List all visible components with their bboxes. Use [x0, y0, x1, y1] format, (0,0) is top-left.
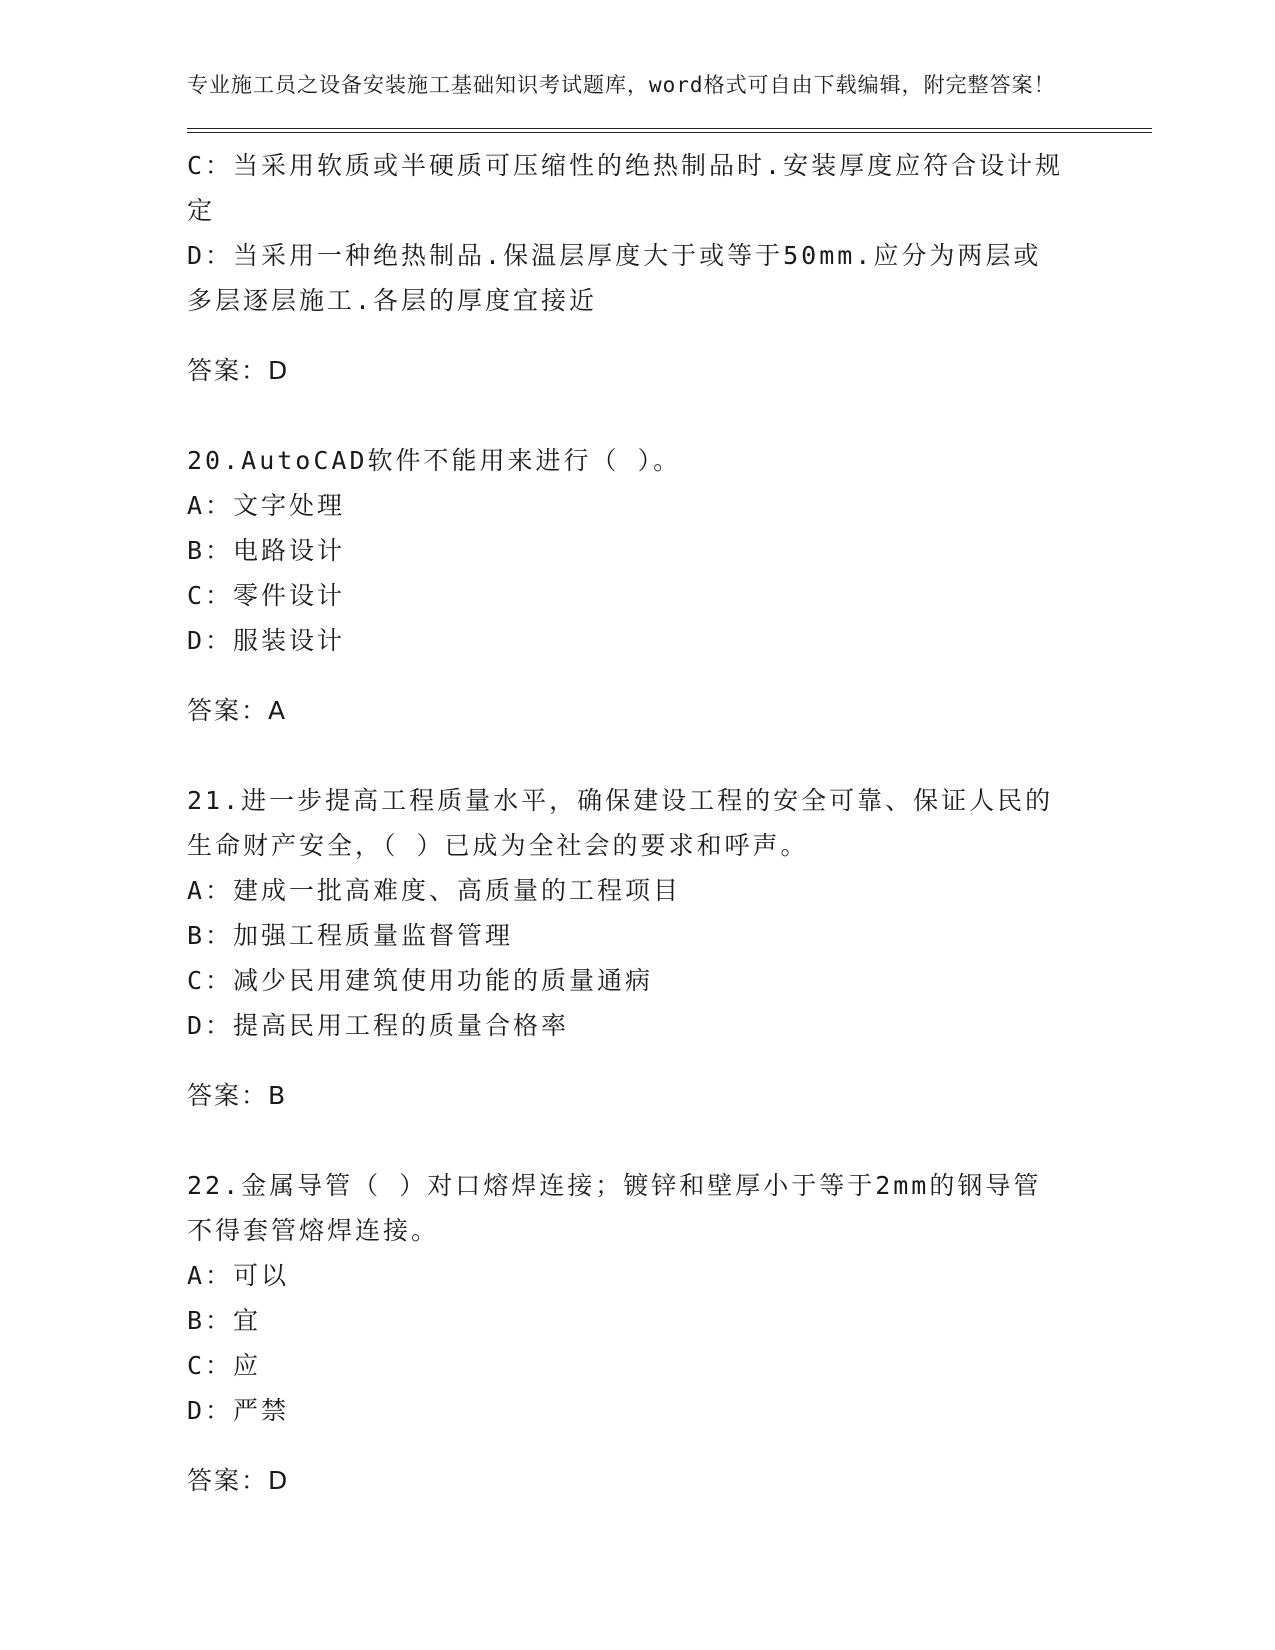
- option-c: C：减少民用建筑使用功能的质量通病: [187, 966, 654, 995]
- document-page: [187, 70, 1152, 1528]
- option-a: A：文字处理: [187, 491, 346, 520]
- question-content: [187, 143, 1067, 1503]
- answer-line: 答案：D: [187, 1466, 290, 1495]
- option-d: D：严禁: [187, 1396, 290, 1425]
- option-b: B：加强工程质量监督管理: [187, 921, 514, 950]
- option-b: B：宜: [187, 1306, 262, 1335]
- option-d: D：提高民用工程的质量合格率: [187, 1011, 570, 1040]
- option-b: B：电路设计: [187, 536, 346, 565]
- answer-line: 答案：A: [187, 696, 288, 725]
- answer-line: 答案：D: [187, 356, 290, 385]
- question-20: [187, 438, 1067, 733]
- question-22: [187, 1163, 1067, 1503]
- question-stem: 22.金属导管（ ）对口熔焊连接；镀锌和壁厚小于等于2mm的钢导管不得套管熔焊连接。: [187, 1171, 1042, 1245]
- header-divider: [187, 128, 1152, 133]
- option-d: D：当采用一种绝热制品.保温层厚度大于或等于50mm.应分为两层或多层逐层施工.各层的厚度宜接近: [187, 241, 1042, 315]
- question-stem: 20.AutoCAD软件不能用来进行（ ）。: [187, 446, 682, 475]
- option-d: D：服装设计: [187, 626, 346, 655]
- option-c: C：应: [187, 1351, 262, 1380]
- answer-line: 答案：B: [187, 1081, 288, 1110]
- option-c: C：零件设计: [187, 581, 346, 610]
- option-a: A：可以: [187, 1261, 290, 1290]
- question-19-continuation: [187, 143, 1067, 393]
- question-21: [187, 778, 1067, 1118]
- option-a: A：建成一批高难度、高质量的工程项目: [187, 876, 682, 905]
- option-c: C：当采用软质或半硬质可压缩性的绝热制品时.安装厚度应符合设计规定: [187, 151, 1064, 225]
- document-header: 专业施工员之设备安装施工基础知识考试题库，word格式可自由下载编辑，附完整答案！: [187, 73, 1056, 97]
- question-stem: 21.进一步提高工程质量水平，确保建设工程的安全可靠、保证人民的生命财产安全，（ ）已成为全社会的要求和呼声。: [187, 786, 1054, 860]
